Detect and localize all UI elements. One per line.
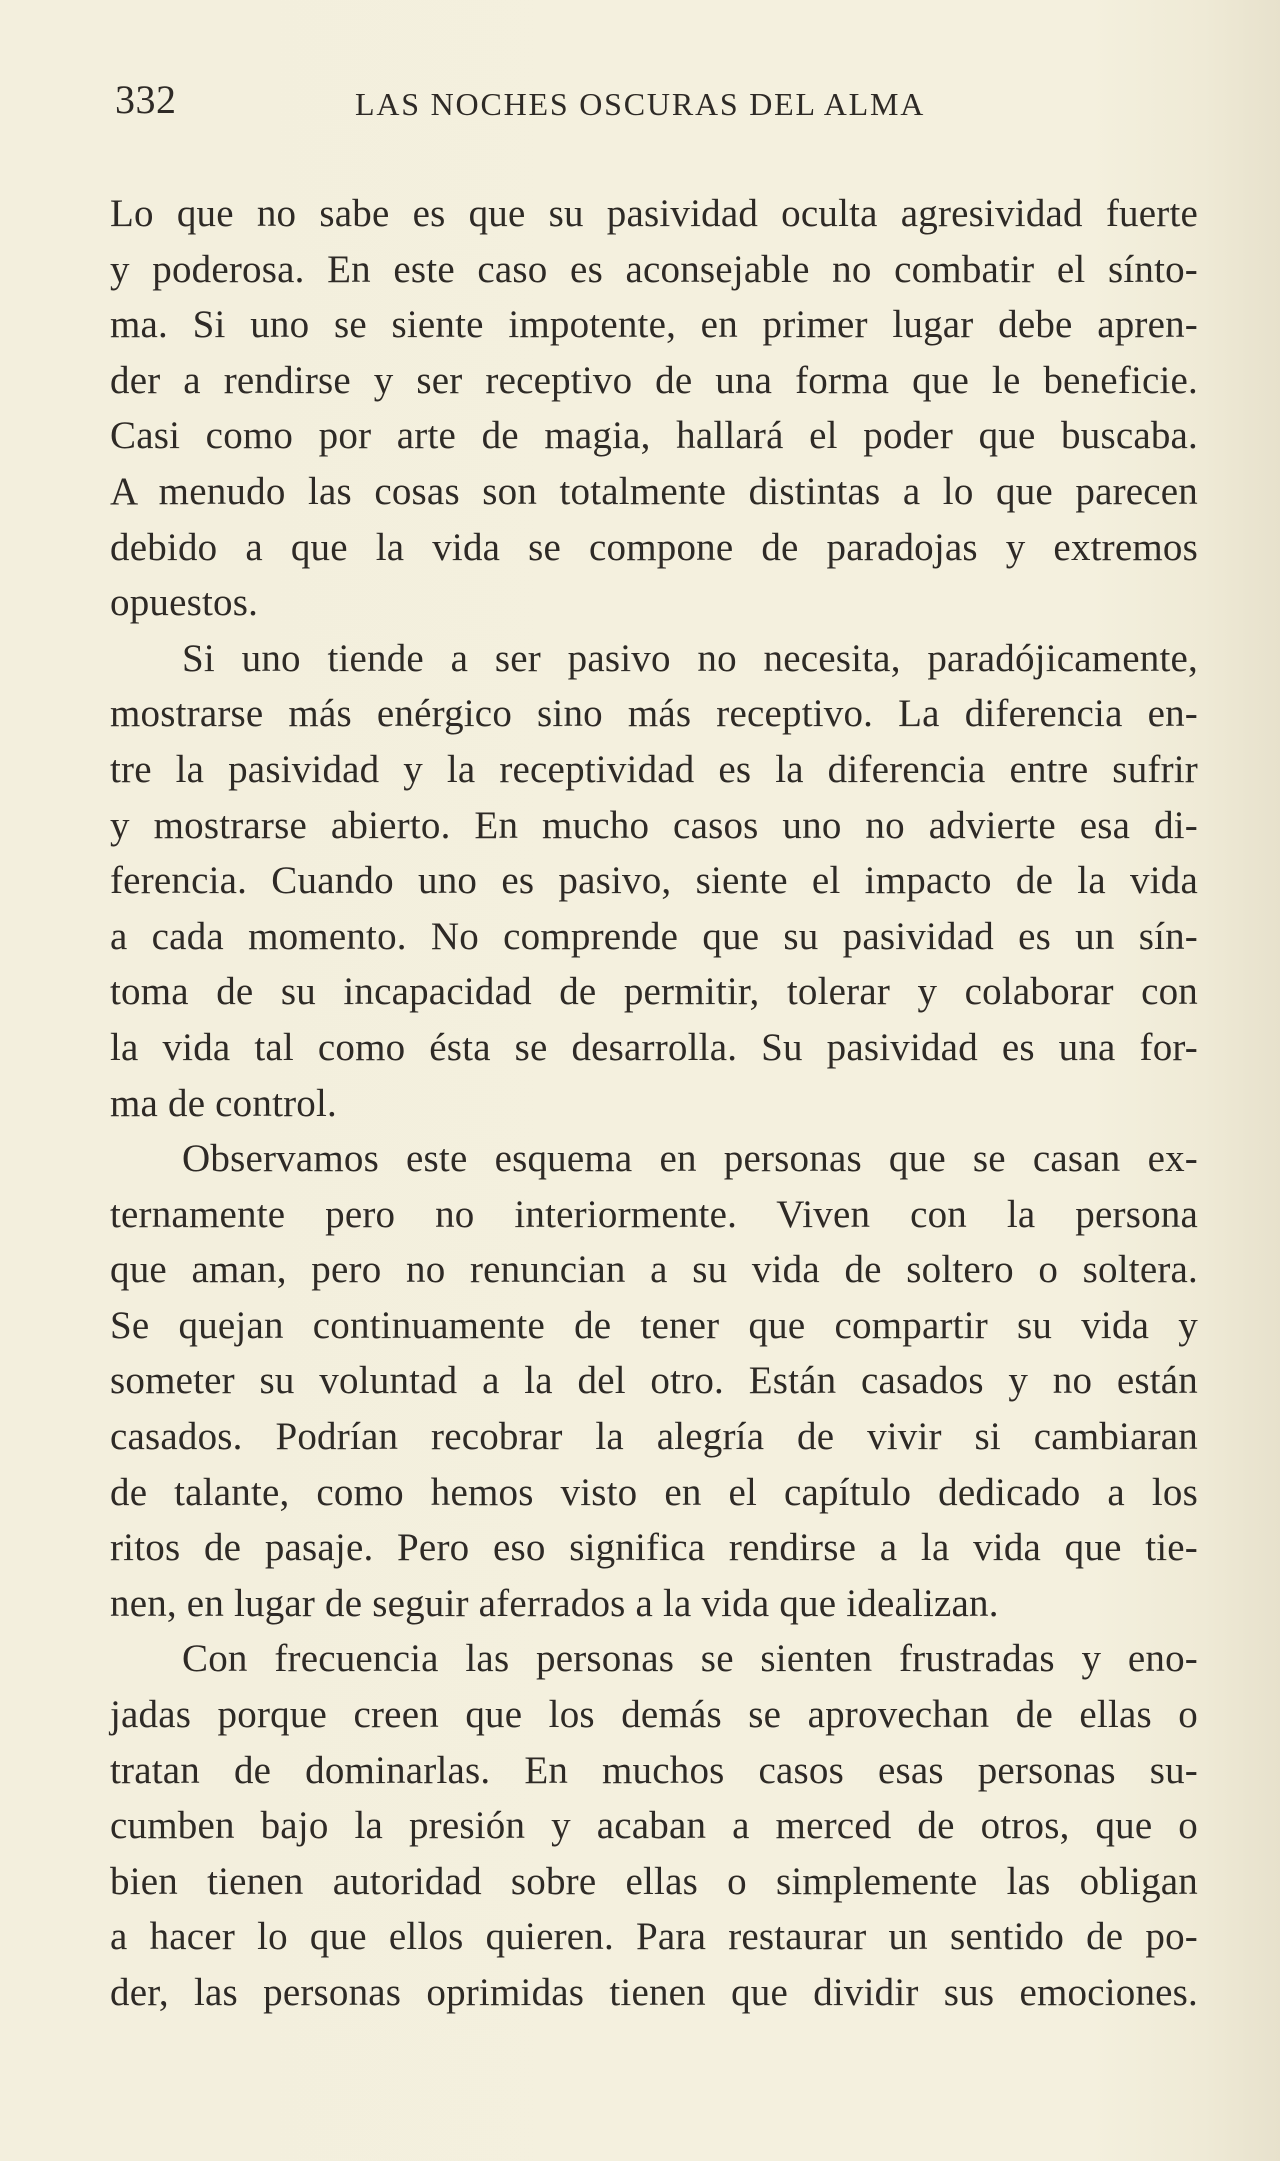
text-line: ternamente pero no interiormente. Viven con la persona [110, 1192, 1198, 1236]
page-number: 332 [115, 77, 177, 122]
text-line: ma de control. [110, 1081, 337, 1125]
text-line: tre la pasividad y la receptividad es la diferencia entre sufrir [110, 747, 1198, 791]
text-line: bien tienen autoridad sobre ellas o simplemente las obligan [110, 1859, 1198, 1903]
page-header [115, 76, 1200, 136]
text-line: ritos de pasaje. Pero eso significa rendirse a la vida que tie- [110, 1526, 1198, 1570]
text-line: casados. Podrían recobrar la alegría de vivir si cambiaran [110, 1415, 1198, 1459]
paragraph-first-line: Observamos este esquema en personas que se casan ex- [182, 1137, 1198, 1181]
text-line: mostrarse más enérgico sino más receptivo. La diferencia en- [110, 692, 1198, 736]
text-line: debido a que la vida se compone de paradojas y extremos [110, 525, 1198, 569]
paragraph-first-line: Con frecuencia las personas se sienten frustradas y eno- [182, 1637, 1198, 1681]
text-line: y mostrarse abierto. En mucho casos uno no advierte esa di- [110, 803, 1198, 847]
text-line: someter su voluntad a la del otro. Están casados y no están [110, 1359, 1198, 1403]
text-line: Casi como por arte de magia, hallará el poder que buscaba. [110, 414, 1198, 458]
text-line: ma. Si uno se siente impotente, en primer lugar debe apren- [110, 303, 1198, 347]
text-line: y poderosa. En este caso es aconsejable no combatir el sínto- [110, 247, 1198, 291]
text-line: Se quejan continuamente de tener que compartir su vida y [110, 1303, 1198, 1347]
text-line: opuestos. [110, 581, 259, 625]
text-line: toma de su incapacidad de permitir, tolerar y colaborar con [110, 970, 1198, 1014]
text-line: que aman, pero no renuncian a su vida de soltero o soltera. [110, 1248, 1198, 1292]
text-line: a hacer lo que ellos quieren. Para restaurar un sentido de po- [110, 1915, 1198, 1959]
text-line: der a rendirse y ser receptivo de una forma que le beneficie. [110, 358, 1198, 402]
text-line: ferencia. Cuando uno es pasivo, siente el impacto de la vida [110, 859, 1198, 903]
text-line: de talante, como hemos visto en el capítulo dedicado a los [110, 1470, 1198, 1514]
running-head: LAS NOCHES OSCURAS DEL ALMA [355, 86, 926, 122]
text-line: Lo que no sabe es que su pasividad oculta agresividad fuerte [110, 192, 1198, 235]
text-line: la vida tal como ésta se desarrolla. Su pasividad es una for- [110, 1025, 1198, 1069]
text-line: tratan de dominarlas. En muchos casos esas personas su- [110, 1748, 1198, 1792]
body-text [110, 186, 1198, 2021]
paragraph-first-line: Si uno tiende a ser pasivo no necesita, paradójicamente, [182, 636, 1198, 680]
text-line: a cada momento. No comprende que su pasividad es un sín- [110, 914, 1198, 958]
text-line: A menudo las cosas son totalmente distintas a lo que parecen [110, 469, 1198, 513]
text-line: cumben bajo la presión y acaban a merced de otros, que o [110, 1804, 1198, 1848]
text-line: jadas porque creen que los demás se aprovechan de ellas o [110, 1693, 1198, 1737]
text-line: nen, en lugar de seguir aferrados a la vida que idealizan. [110, 1581, 999, 1625]
text-line: der, las personas oprimidas tienen que dividir sus emociones. [110, 1971, 1198, 2014]
